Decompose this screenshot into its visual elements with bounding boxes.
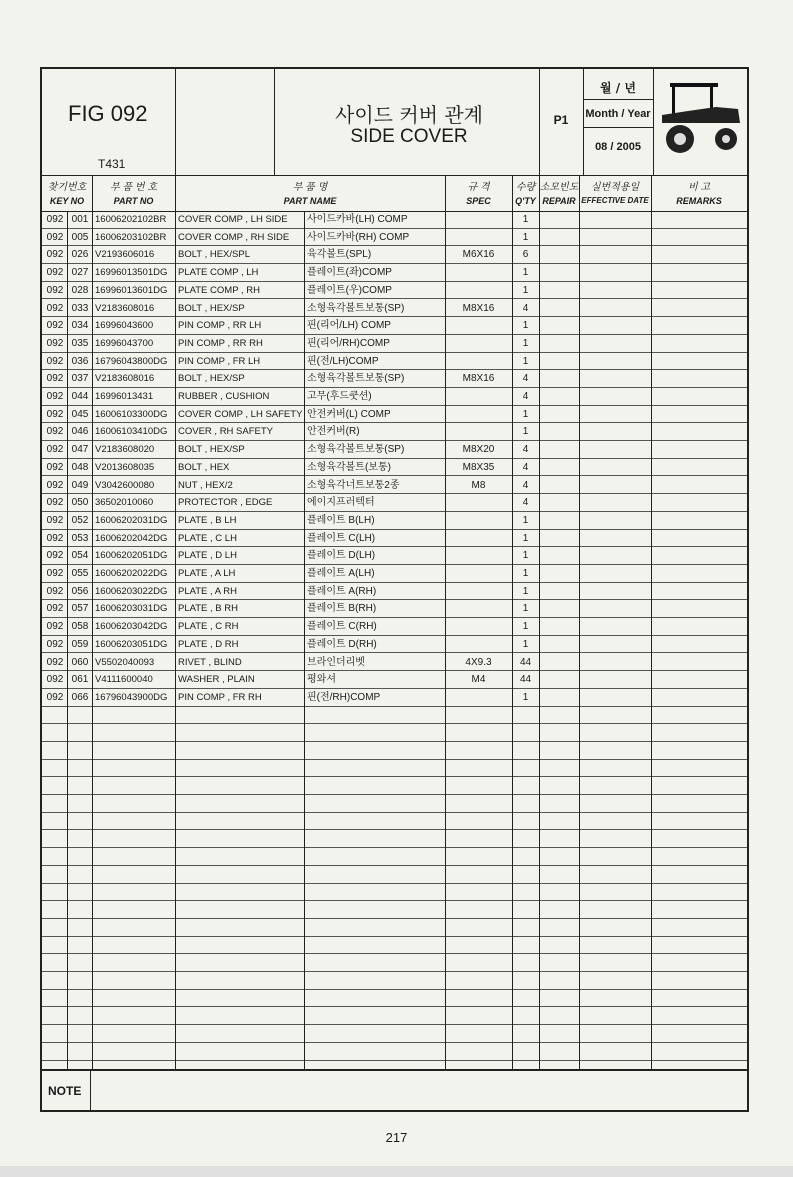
cell-key: 027 — [71, 267, 89, 279]
cell-fig: 092 — [46, 479, 64, 491]
cell-spec — [445, 335, 512, 352]
cell-key: 036 — [71, 355, 89, 367]
cell-spec — [445, 211, 512, 228]
fig-label: FIG 092 — [68, 101, 148, 126]
table-row — [42, 618, 747, 636]
cell-qty: 1 — [522, 408, 529, 420]
cell-key: 033 — [71, 302, 89, 314]
col-remarks-ko: 비 고 — [687, 182, 711, 193]
page-code: P1 — [553, 113, 569, 127]
cell-key: 061 — [71, 674, 89, 686]
cell-name-en: WASHER , PLAIN — [178, 674, 255, 686]
table-row — [42, 654, 747, 672]
table-row — [42, 353, 747, 371]
cell-qty: 4 — [522, 461, 529, 473]
cell-key: 045 — [71, 408, 89, 420]
cell-qty: 1 — [522, 621, 529, 633]
cell-name-ko: 안전커버(L) COMP — [307, 408, 391, 420]
cell-name-ko: 브라인더리벳 — [307, 656, 365, 668]
table-row — [42, 282, 747, 300]
cell-fig: 092 — [46, 550, 64, 562]
cell-part-no: 16006202051DG — [95, 550, 168, 562]
cell-qty: 1 — [522, 426, 529, 438]
cell-key: 053 — [71, 532, 89, 544]
cell-qty: 1 — [522, 214, 529, 225]
cell-key: 066 — [71, 691, 89, 703]
cell-spec — [445, 494, 512, 511]
empty-row — [42, 884, 747, 902]
cell-spec — [445, 600, 512, 617]
cell-spec — [445, 388, 512, 405]
cell-fig: 092 — [46, 231, 64, 243]
cell-part-no: 16006103410DG — [95, 426, 168, 438]
empty-row — [42, 919, 747, 937]
cell-spec — [445, 317, 512, 334]
cell-key: 055 — [71, 568, 89, 579]
note-section — [42, 1069, 747, 1112]
cell-key: 035 — [71, 337, 89, 349]
table-row — [42, 689, 747, 707]
cell-qty: 1 — [522, 284, 529, 296]
empty-row — [42, 831, 747, 849]
cell-name-ko: 플레이트 C(RH) — [307, 621, 377, 633]
cell-spec — [445, 547, 512, 564]
col-qty-ko: 수량 — [515, 182, 536, 193]
cell-fig: 092 — [46, 461, 64, 473]
cell-name-ko: 플레이트(좌)COMP — [307, 267, 392, 279]
cell-spec — [445, 512, 512, 529]
cell-name-en: PLATE , D RH — [178, 638, 239, 650]
cell-spec: M8X16 — [462, 302, 495, 314]
cell-spec — [445, 636, 512, 653]
cell-key: 049 — [71, 479, 89, 491]
empty-row — [42, 707, 747, 725]
table-row — [42, 547, 747, 565]
table-row — [42, 600, 747, 618]
cell-name-en: PIN COMP , FR LH — [178, 355, 261, 367]
cell-name-en: RIVET , BLIND — [178, 656, 242, 668]
col-effdate-en: EFFECTIVE DATE — [581, 196, 649, 205]
cell-part-no: 16006203022DG — [95, 585, 168, 597]
cell-part-no: 16006103300DG — [95, 408, 168, 420]
cell-qty: 44 — [519, 674, 532, 686]
model-label: T431 — [98, 157, 126, 171]
cell-spec — [445, 229, 512, 246]
cell-part-no: V3042600080 — [95, 479, 155, 491]
cell-spec — [445, 282, 512, 299]
cell-fig: 092 — [46, 497, 64, 509]
cell-qty: 1 — [522, 568, 529, 579]
cell-spec: M8X16 — [462, 373, 495, 385]
table-row — [42, 300, 747, 318]
table-row — [42, 494, 747, 512]
cell-qty: 6 — [522, 249, 529, 261]
cell-name-ko: 핀(전/RH)COMP — [307, 691, 381, 703]
cell-part-no: 16006202022DG — [95, 568, 168, 579]
cell-name-ko: 플레이트 D(RH) — [307, 638, 377, 650]
table-row — [42, 229, 747, 247]
cell-qty: 1 — [522, 514, 529, 526]
cell-name-ko: 플레이트 A(LH) — [307, 568, 375, 579]
cell-qty: 1 — [522, 532, 529, 544]
cell-name-en: PLATE , A LH — [178, 568, 236, 579]
cell-key: 057 — [71, 603, 89, 615]
cell-fig: 092 — [46, 691, 64, 703]
column-header — [42, 175, 747, 212]
cell-key: 028 — [71, 284, 89, 296]
table-row — [42, 246, 747, 264]
cell-name-en: BOLT , HEX/SP — [178, 373, 245, 385]
cell-name-en: PLATE , C LH — [178, 532, 237, 544]
cell-name-ko: 소형육각볼트보통(SP) — [307, 444, 405, 456]
cell-part-no: V2183608016 — [95, 373, 155, 385]
cell-part-no: 16996013501DG — [95, 267, 168, 279]
cell-fig: 092 — [46, 284, 64, 296]
table-row — [42, 335, 747, 353]
cell-fig: 092 — [46, 568, 64, 579]
table-row — [42, 512, 747, 530]
cell-qty: 1 — [522, 603, 529, 615]
cell-qty: 1 — [522, 550, 529, 562]
cell-qty: 1 — [522, 267, 529, 279]
empty-row — [42, 795, 747, 813]
cell-fig: 092 — [46, 391, 64, 402]
cell-part-no: 16006203102BR — [95, 231, 167, 243]
cell-qty: 4 — [522, 479, 529, 491]
cell-name-ko: 플레이트 B(RH) — [307, 603, 377, 615]
parts-table-body — [42, 211, 747, 1069]
cell-key: 047 — [71, 444, 89, 456]
cell-qty: 1 — [522, 691, 529, 703]
cell-key: 046 — [71, 426, 89, 438]
cell-name-ko: 소형육각볼트(보통) — [307, 461, 391, 473]
cell-key: 052 — [71, 514, 89, 526]
col-partno-en: PART NO — [113, 196, 154, 206]
cell-fig: 092 — [46, 373, 64, 385]
cell-qty: 1 — [522, 231, 529, 243]
cell-key: 054 — [71, 550, 89, 562]
cell-spec: M8X35 — [462, 461, 495, 473]
date-label-english: Month / Year — [585, 108, 651, 120]
col-partname-en: PART NAME — [283, 196, 337, 206]
cell-part-no: V2183608016 — [95, 302, 155, 314]
cell-name-en: PIN COMP , FR RH — [178, 691, 262, 703]
cell-qty: 44 — [519, 656, 532, 668]
cell-part-no: V2183608020 — [95, 444, 155, 456]
table-row — [42, 636, 747, 654]
empty-row — [42, 901, 747, 919]
cell-fig: 092 — [46, 621, 64, 633]
cell-spec: M8X20 — [462, 444, 495, 456]
cell-qty: 1 — [522, 337, 529, 349]
table-row — [42, 530, 747, 548]
parts-list-frame — [40, 67, 749, 1112]
cell-name-ko: 핀(전/LH)COMP — [307, 355, 379, 367]
cell-name-en: PIN COMP , RR RH — [178, 337, 263, 349]
cell-name-en: PIN COMP , RR LH — [178, 320, 262, 332]
cell-name-en: BOLT , HEX/SPL — [178, 249, 250, 261]
cell-spec: 4X9.3 — [465, 656, 492, 668]
cell-name-en: PROTECTOR , EDGE — [178, 497, 273, 509]
cell-spec — [445, 565, 512, 582]
cell-fig: 092 — [46, 302, 64, 314]
cell-part-no: V5502040093 — [95, 656, 155, 668]
cell-spec — [445, 264, 512, 281]
title-korean: 사이드 커버 관계 — [335, 103, 483, 127]
cell-fig: 092 — [46, 267, 64, 279]
empty-row — [42, 848, 747, 866]
cell-name-en: COVER COMP , LH SIDE — [178, 214, 288, 225]
cell-spec — [445, 423, 512, 440]
cell-fig: 092 — [46, 603, 64, 615]
empty-row — [42, 972, 747, 990]
cell-name-ko: 육각볼트(SPL) — [307, 249, 372, 261]
cell-name-en: BOLT , HEX/SP — [178, 302, 245, 314]
cell-part-no: 16996043700 — [95, 337, 154, 349]
cell-name-en: PLATE , A RH — [178, 585, 237, 597]
cell-fig: 092 — [46, 320, 64, 332]
cell-name-ko: 안전커버(R) — [307, 426, 360, 438]
cell-qty: 4 — [522, 497, 529, 509]
cell-key: 037 — [71, 373, 89, 385]
cell-part-no: 16006202042DG — [95, 532, 168, 544]
cell-part-no: 16996043600 — [95, 320, 154, 332]
cell-part-no: 16006203031DG — [95, 603, 168, 615]
cell-key: 058 — [71, 621, 89, 633]
cell-name-ko: 플레이트 C(LH) — [307, 532, 376, 544]
cell-spec — [445, 618, 512, 635]
note-label: NOTE — [48, 1084, 82, 1098]
cell-part-no: 16996013601DG — [95, 284, 168, 296]
cell-name-en: PLATE , D LH — [178, 550, 237, 562]
col-spec-en: SPEC — [466, 196, 491, 206]
cell-fig: 092 — [46, 249, 64, 261]
empty-row — [42, 866, 747, 884]
cell-name-ko: 플레이트 B(LH) — [307, 514, 375, 526]
cell-spec — [445, 353, 512, 370]
cell-name-en: PLATE , C RH — [178, 621, 239, 633]
cell-name-ko: 플레이트(우)COMP — [307, 284, 392, 296]
empty-row — [42, 1043, 747, 1061]
cell-part-no: 36502010060 — [95, 497, 154, 509]
cell-key: 060 — [71, 656, 89, 668]
col-keyno-ko: 찾기번호 — [47, 182, 87, 193]
col-spec-ko: 규 격 — [467, 182, 490, 193]
cell-name-ko: 사이드카바(LH) COMP — [307, 214, 408, 225]
cell-name-en: BOLT , HEX — [178, 461, 230, 473]
cell-fig: 092 — [46, 585, 64, 597]
col-keyno-en: KEY NO — [49, 196, 85, 206]
scan-edge — [0, 1166, 793, 1177]
cell-qty: 4 — [522, 444, 529, 456]
empty-row — [42, 813, 747, 831]
sheet-header — [42, 69, 747, 176]
cell-fig: 092 — [46, 444, 64, 456]
table-row — [42, 317, 747, 335]
cell-fig: 092 — [46, 532, 64, 544]
col-effdate-ko: 실번적용일 — [590, 182, 640, 193]
table-row — [42, 671, 747, 689]
cell-key: 056 — [71, 585, 89, 597]
cell-key: 048 — [71, 461, 89, 473]
cell-spec — [445, 530, 512, 547]
table-row — [42, 477, 747, 495]
empty-row — [42, 777, 747, 795]
empty-row — [42, 1008, 747, 1026]
cell-qty: 4 — [522, 373, 529, 385]
cell-spec — [445, 689, 512, 706]
cell-name-en: BOLT , HEX/SP — [178, 444, 245, 456]
empty-row — [42, 724, 747, 742]
cell-spec: M6X16 — [462, 249, 495, 261]
cell-name-en: COVER , RH SAFETY — [178, 426, 274, 438]
table-row — [42, 406, 747, 424]
col-repair-en: REPAIR — [542, 196, 576, 206]
cell-part-no: 16796043800DG — [95, 355, 168, 367]
cell-name-ko: 소형육각너트보통2종 — [307, 479, 400, 491]
col-qty-en: Q'TY — [515, 196, 536, 206]
page-number: 217 — [385, 1130, 408, 1145]
cell-fig: 092 — [46, 656, 64, 668]
cell-name-en: PLATE , B RH — [178, 603, 239, 615]
empty-row — [42, 1025, 747, 1043]
cell-fig: 092 — [46, 638, 64, 650]
cell-name-en: PLATE , B LH — [178, 514, 237, 526]
table-row — [42, 211, 747, 229]
cell-spec — [445, 583, 512, 600]
cell-qty: 1 — [522, 320, 529, 332]
table-row — [42, 441, 747, 459]
cell-fig: 092 — [46, 214, 64, 225]
empty-row — [42, 954, 747, 972]
cell-key: 034 — [71, 320, 89, 332]
title-english: SIDE COVER — [350, 126, 468, 147]
col-remarks-en: REMARKS — [676, 196, 722, 206]
table-row — [42, 388, 747, 406]
empty-row — [42, 937, 747, 955]
cell-part-no: V4111600040 — [95, 674, 153, 686]
cell-qty: 4 — [522, 302, 529, 314]
cell-name-en: NUT , HEX/2 — [178, 479, 233, 491]
cell-fig: 092 — [46, 514, 64, 526]
cell-key: 044 — [71, 391, 89, 402]
empty-row — [42, 990, 747, 1008]
table-row — [42, 583, 747, 601]
cell-name-ko: 소형육각볼트보통(SP) — [307, 302, 405, 314]
cell-key: 059 — [71, 638, 89, 650]
cell-spec: M4 — [471, 674, 486, 686]
col-partno-ko: 부 품 번 호 — [110, 182, 157, 193]
table-row — [42, 459, 747, 477]
tractor-icon — [658, 77, 742, 157]
table-row — [42, 423, 747, 441]
cell-part-no: V2193606016 — [95, 249, 155, 261]
cell-fig: 092 — [46, 674, 64, 686]
cell-qty: 4 — [522, 391, 529, 402]
cell-name-en: COVER COMP , RH SIDE — [178, 231, 290, 243]
cell-fig: 092 — [46, 355, 64, 367]
cell-part-no: 16796043900DG — [95, 691, 168, 703]
cell-name-ko: 플레이트 A(RH) — [307, 585, 377, 597]
cell-key: 001 — [71, 214, 89, 225]
col-repair-ko: 소모빈도 — [539, 182, 579, 193]
date-label-korean: 월 / 년 — [600, 81, 636, 95]
date-value: 08 / 2005 — [595, 141, 641, 153]
cell-name-ko: 에이지프러텍터 — [307, 497, 375, 509]
cell-spec — [445, 406, 512, 423]
table-row — [42, 264, 747, 282]
cell-part-no: V2013608035 — [95, 461, 155, 473]
cell-key: 005 — [71, 231, 89, 243]
cell-name-ko: 사이드카바(RH) COMP — [307, 231, 410, 243]
empty-row — [42, 742, 747, 760]
cell-part-no: 16006202102BR — [95, 214, 167, 225]
cell-name-ko: 평와셔 — [307, 674, 336, 686]
cell-fig: 092 — [46, 408, 64, 420]
cell-fig: 092 — [46, 337, 64, 349]
cell-name-ko: 핀(리어/LH) COMP — [307, 320, 391, 332]
cell-name-ko: 소형육각볼트보통(SP) — [307, 373, 405, 385]
cell-name-ko: 고무(후드쿳션) — [307, 391, 372, 402]
cell-part-no: 16006203042DG — [95, 621, 168, 633]
cell-qty: 1 — [522, 585, 529, 597]
cell-spec: M8 — [471, 479, 486, 491]
table-row — [42, 565, 747, 583]
cell-name-en: PLATE COMP , LH — [178, 267, 259, 279]
cell-key: 050 — [71, 497, 89, 509]
cell-part-no: 16006202031DG — [95, 514, 168, 526]
cell-name-en: COVER COMP , LH SAFETY — [178, 408, 303, 420]
empty-row — [42, 760, 747, 778]
cell-qty: 1 — [522, 638, 529, 650]
table-row — [42, 370, 747, 388]
cell-name-en: RUBBER , CUSHION — [178, 391, 270, 402]
cell-key: 026 — [71, 249, 89, 261]
cell-part-no: 16006203051DG — [95, 638, 168, 650]
cell-part-no: 16996013431 — [95, 391, 154, 402]
cell-name-ko: 핀(리어/RH)COMP — [307, 337, 390, 349]
col-partname-ko: 부 품 명 — [292, 182, 328, 193]
cell-fig: 092 — [46, 426, 64, 438]
cell-name-en: PLATE COMP , RH — [178, 284, 260, 296]
cell-name-ko: 플레이트 D(LH) — [307, 550, 376, 562]
cell-qty: 1 — [522, 355, 529, 367]
